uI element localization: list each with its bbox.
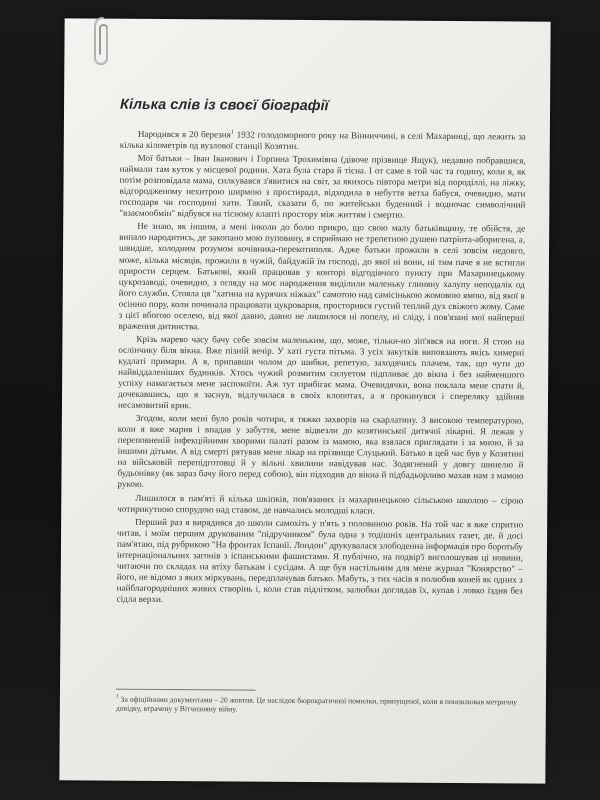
footnote-number: 1 — [115, 694, 119, 701]
paragraph-memory: Крізь марево часу бачу себе зовсім маленьким, що, може, тільки-но зіп'явся на ноги. Я стою на ослінчику біля вікна. Вже пізній вечір. У хаті густа пітьма. З усіх закутків виповзають якісь химерні кудлаті примари. А я, припавши чолом до шибки, репетую, заходячись плачем, так, що чути до найвіддаленіших будинків. Хтось чужий розмитим силуетом підпливає до вікна і без найменшого успіху намагається мене заспокоїти. Аж тут прибігає мама. Очевидячки, вона поклала мене спати й, дочекавшись, що я заснув, відлучилася в своїх клопотах, а я прокинувся і спереляку здійняв несамовитий крик. — [117, 333, 525, 411]
document-body — [117, 129, 526, 608]
paperclip-icon — [86, 14, 114, 74]
paragraph-illness: Згодом, коли мені було років чотири, я тяжко захворів на скарлатину. З високою температурою, коли я вже марив і впадав у забуття, мене відвезли до козятинської дитячої лікарні. Я лежав у переповненій інфекційними хворими палаті разом із мамою, яка взялася приглядати і за мною, й за іншими дітьми. А від смерті рятував мене лікар на прізвище Слуцький. Батько в цей час був у Козятині на військовій перепідготовці й у вільні хвилини навідував нас. Зодягнений у довгу шинелю й будьонівку (як зараз бачу його перед собою), він підходив до вікна й підбадьорливо махав нам з мамою рукою. — [117, 412, 524, 490]
document-page — [59, 18, 550, 783]
footnote — [116, 695, 522, 717]
paragraph-school: Лишилося в пам'яті й кілька шкіпків, пов'язаних із махаринецькою сільською школою – сірою чотирикутною спорудою над ставом, де навчались молодші класи. — [117, 492, 524, 516]
document-title: Кілька слів із своєї біографії — [120, 96, 329, 115]
footnote-text: За офіційними документами – 20 жовтня. Це наслідок бюрократичної помилки, припущеної, коли я поновлював метричну довідку, втрачену у Вітчизняну війну. — [115, 694, 518, 714]
paragraph-reading: Перший раз я вирядився до школи самохіть у п'ять з половиною років. На той час я вже спритно читав, і моїм першим друкованим "підручником" була одна з тодішніх центральних газет, де, й досі пам'ятаю, під рубрикою "На фронтах Іспанії. Лондон" друкувалася злободенна інформація про боротьбу інтернаціональних загонів з іспанськими фашистами. Я публічно, на подвір'ї виголошував ці новини, читаючи по складах на втіху батькам і сусідам. А ще був настільним для мене журнал "Конярство" – його, не відомо з яких міркувань, передплачував батько. Мабуть, з тих часів я полюбив коней як одних з найблагородніших живих створінь і, коли став підлітком, залюбки доглядав їх, купав і ловко їздив без сідла верхи. — [116, 516, 524, 604]
paragraph-birth — [120, 129, 526, 154]
paragraph-birth-text: Народився я 20 березня — [137, 128, 231, 140]
footnote-marker[interactable]: 1 — [230, 129, 234, 136]
paragraph-birth-text-cont: 1932 голодоморного року на Вінниччині, в селі Махаринці, що лежить за кілька кілометрів од вузлової станції Козятин. — [119, 129, 526, 151]
footnote-divider — [116, 689, 256, 691]
paragraph-parents: Мої батьки – Іван Іванович і Горпина Трохимівна (дівоче прізвище Ящук), недавно побравшися, наймали там куток у місцевої родини. Хата була стара й тісна. І от саме в той час та годину, коли я, як потім розповідала мама, силкувався з'явитися на світ, за якихось півтора метри від породіллі, на ліжку, відгородженому нехитрою ширмою з простирадл, відходила в небуття ветха бабуся, очевидно, мати господаря чи господині хати. Такий, сказати б, по житейськи буденний і водночас символічний "взаємообмін" відбувся на тісному клапті простору між життям і смертю. — [119, 152, 526, 221]
paragraph-homeland: Не знаю, як іншим, а мені інколи до болю прикро, що свою малу батьківщину, те обійстя, де випало народитись, де закопано мою пуповину, я сприймаю не трепетною душею патріота-аборигена, а, швидше, холодним розумом кочівника-перекотиполя. Адже батьки прожили в селі зовсім недовго, може, кілька місяців, прожили в чужій, байдужій їм господі, до якої ні вони, ні тим паче я не встигли прирости серцем. Батькові, який працював у конторі відгодівчого пункту при Махаринецькому цукрозаводі, очевидно, з огляду на моє народження виділили маленьку глиняну халупу неподалік од його служби. Стояла ця "хатина на курячих ніжках" самотою над самісінькою жомовою ямою, від якої в осінню пору, коли починала працювати цукроварня, просторився густий теплий дух свіжого жому. Саме з цієї вбогою оселею, від якої давно, давно не лишилося ні попелу, ні сліду, і пов'язані мої найперші враження дитинства. — [118, 221, 526, 332]
